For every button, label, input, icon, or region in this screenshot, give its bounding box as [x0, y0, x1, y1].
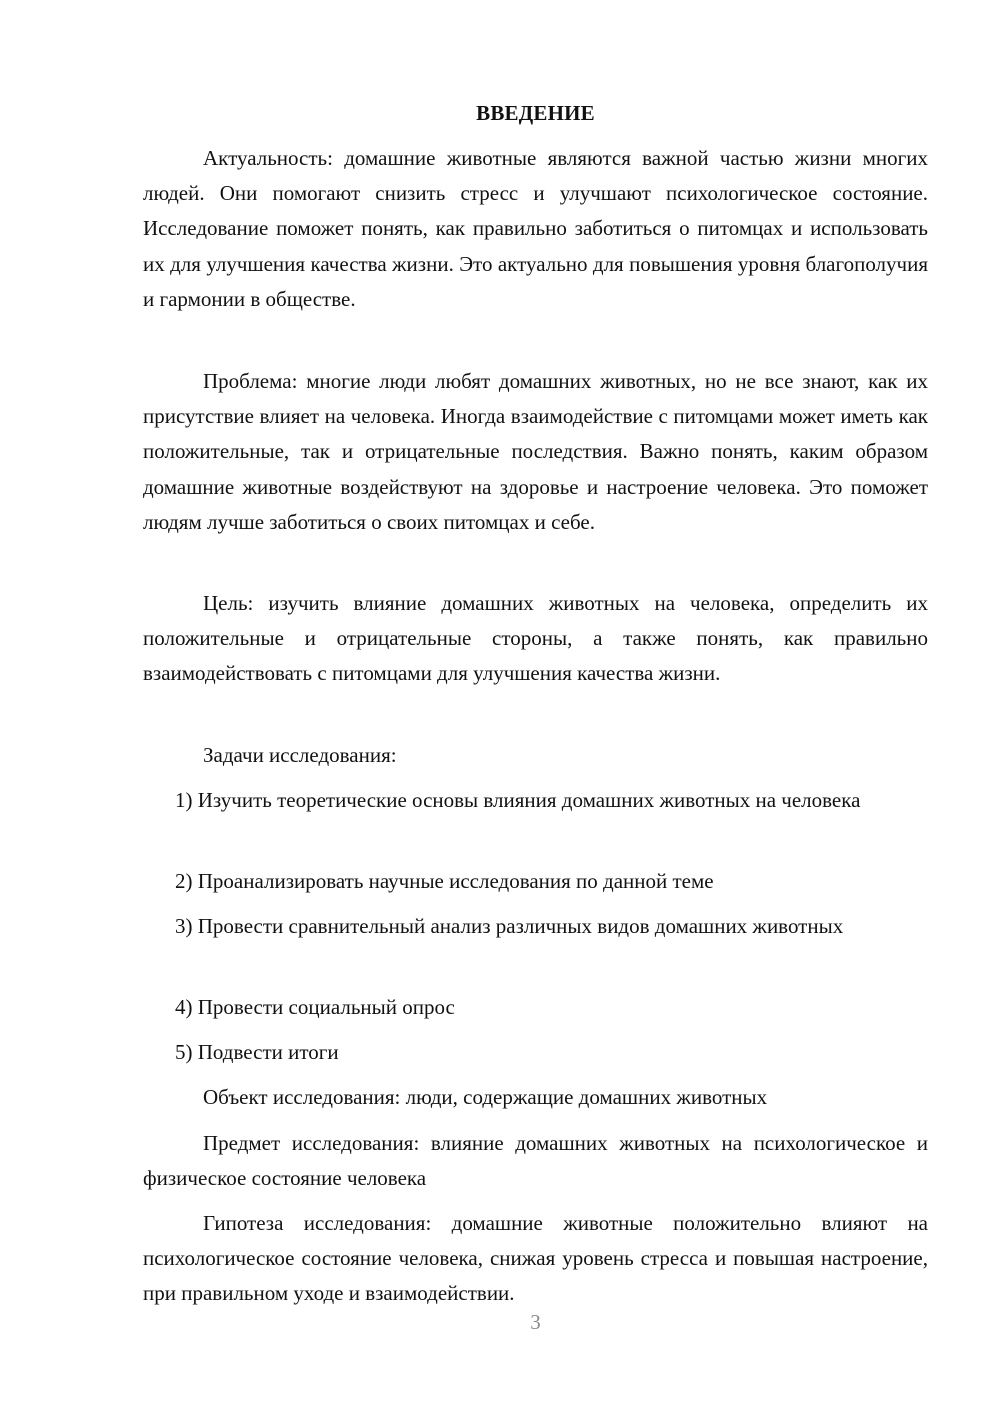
page-number: 3 — [530, 1310, 541, 1334]
task-item: 1) Изучить теоретические основы влияния домашних животных на человека — [175, 788, 861, 812]
paragraph-goal: Цель: изучить влияние домашних животных на человека, определить их положительные и отрицательные стороны, а также понять, как правильно взаимодействовать с питомцами для улучшения качества жизни. — [143, 591, 928, 686]
task-item: 5) Подвести итоги — [175, 1040, 339, 1064]
paragraph-relevance: Актуальность: домашние животные являются важной частью жизни многих людей. Они помогают снизить стресс и улучшают психологическое состояние. Исследование поможет понять, как правильно заботиться о питомцах и использовать их для улучшения качества жизни. Это актуально для повышения уровня благополучия и гармонии в обществе. — [143, 146, 928, 311]
task-item: 2) Проанализировать научные исследования по данной теме — [175, 869, 714, 893]
task-item: 4) Провести социальный опрос — [175, 995, 455, 1019]
paragraph-object: Объект исследования: люди, содержащие домашних животных — [203, 1085, 768, 1109]
paragraph-hypothesis: Гипотеза исследования: домашние животные положительно влияют на психологическое состояние человека, снижая уровень стресса и повышая настроение, при правильном уходе и взаимодействии. — [143, 1211, 928, 1306]
section-title: ВВЕДЕНИЕ — [476, 101, 595, 125]
paragraph-subject: Предмет исследования: влияние домашних животных на психологическое и физическое состояние человека — [143, 1131, 928, 1191]
task-item: 3) Провести сравнительный анализ различных видов домашних животных — [175, 914, 844, 938]
tasks-heading: Задачи исследования: — [203, 743, 397, 767]
paragraph-problem: Проблема: многие люди любят домашних животных, но не все знают, как их присутствие влияет на человека. Иногда взаимодействие с питомцами может иметь как положительные, так и отрицательные последствия. Важно понять, каким образом домашние животные воздействуют на здоровье и настроение человека. Это поможет людям лучше заботиться о своих питомцах и себе. — [143, 369, 928, 534]
